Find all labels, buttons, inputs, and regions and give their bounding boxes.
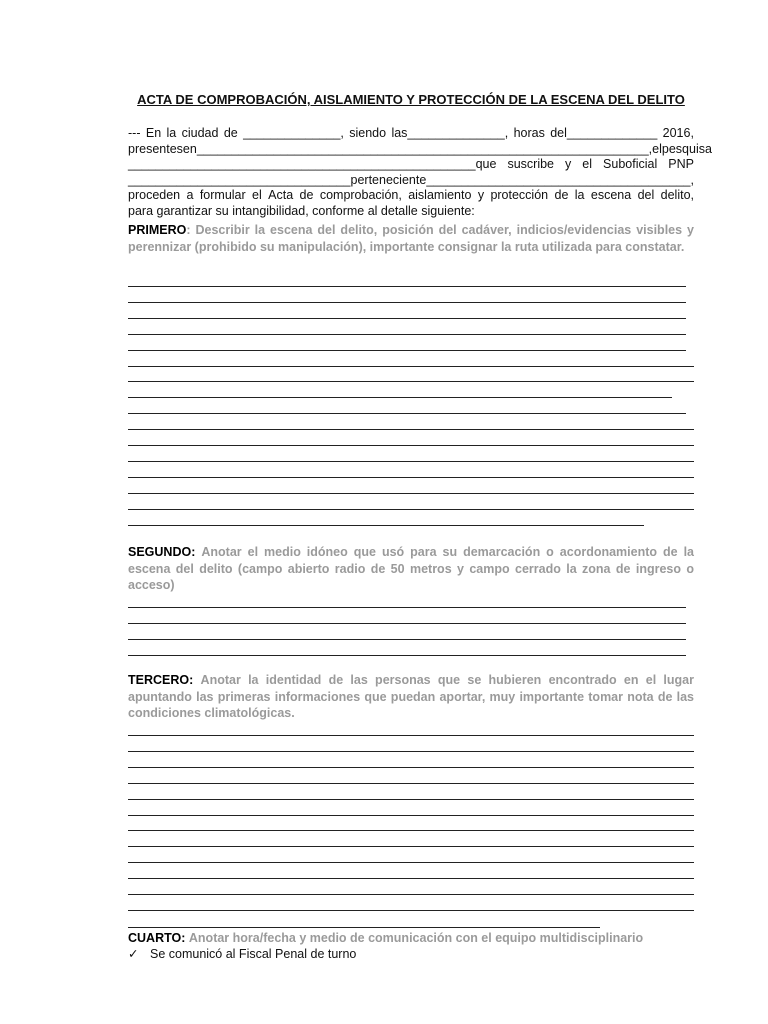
intro-word: el: [582, 157, 593, 171]
intro-word: ---: [128, 126, 141, 140]
intro-word: perteneciente: [350, 172, 427, 187]
section-separator: :: [186, 223, 191, 237]
intro-word: comprobación,: [319, 188, 402, 202]
intro-word: Suboficial: [603, 157, 658, 171]
intro-word: presentes: [128, 141, 183, 156]
section-description: Anotar la identidad de las personas que se hubieren encontrado en el lugar apuntando las primeras informaciones que puedan aportar, muy importante tomar nota de las condiciones climatológicas.: [128, 673, 694, 720]
intro-word: las______________,: [391, 126, 509, 140]
section-label: PRIMERO: [128, 223, 187, 237]
blank-fill-line: [128, 350, 686, 351]
intro-word: En: [145, 126, 162, 140]
intro-line-4: [128, 173, 694, 189]
section-cuarto: [128, 930, 694, 947]
intro-word: ______________________________________,: [426, 172, 694, 187]
blank-fill-line: [128, 846, 694, 847]
intro-word: 2016,: [662, 126, 694, 140]
intro-word: ______________,: [243, 126, 344, 140]
blank-fill-line: [128, 927, 600, 928]
intro-word: proceden: [128, 188, 181, 202]
intro-word: horas: [513, 126, 545, 140]
blank-fill-line: [128, 509, 694, 510]
blank-fill-line: [128, 381, 694, 382]
intro-word: escena: [590, 188, 632, 202]
blank-fill-line: [128, 783, 694, 784]
intro-word: aislamiento: [408, 188, 472, 202]
intro-word: en: [182, 141, 197, 156]
intro-word: del_____________: [550, 126, 658, 140]
intro-word: de: [554, 188, 569, 202]
intro-word: de: [223, 126, 238, 140]
section-segundo: [128, 544, 694, 594]
intro-word: a: [186, 188, 194, 202]
intro-line-1: [128, 126, 694, 142]
intro-word: el: [652, 141, 662, 156]
blank-fill-line: [128, 334, 686, 335]
intro-word: ciudad: [181, 126, 219, 140]
section-label: CUARTO:: [128, 931, 186, 945]
blank-fill-line: [128, 894, 694, 895]
section-label: TERCERO:: [128, 673, 194, 687]
blank-fill-line: [128, 830, 694, 831]
intro-word: la: [574, 188, 585, 202]
intro-word: suscribe: [507, 157, 555, 171]
document-title: ACTA DE COMPROBACIÓN, AISLAMIENTO Y PROTECCIÓN DE LA ESCENA DEL DELITO: [137, 92, 685, 107]
intro-word: delito,: [660, 188, 694, 202]
blank-fill-line: [128, 461, 694, 462]
blank-fill-line: [128, 318, 686, 319]
blank-fill-line: [128, 525, 644, 526]
intro-line-6: para garantizar su intangibilidad, conforme al detalle siguiente:: [128, 203, 475, 218]
intro-word: del: [637, 188, 655, 202]
intro-word: __________________________________________________que: [128, 157, 497, 171]
blank-fill-line: [128, 735, 694, 736]
section-label: SEGUNDO:: [128, 545, 196, 559]
intro-word: de: [299, 188, 314, 202]
intro-word: y: [477, 188, 485, 202]
intro-word: Acta: [268, 188, 294, 202]
intro-word: y: [565, 157, 572, 171]
blank-fill-line: [128, 799, 694, 800]
blank-fill-line: [128, 302, 686, 303]
intro-word: ________________________________: [128, 172, 351, 187]
blank-fill-line: [128, 655, 686, 656]
blank-fill-line: [128, 445, 694, 446]
intro-line-3: [128, 157, 694, 173]
intro-word: _________________________________________________________________,: [196, 141, 653, 156]
intro-word: pesquisa: [661, 141, 712, 156]
blank-fill-line: [128, 493, 694, 494]
section-description: Anotar el medio idóneo que usó para su demarcación o acordonamiento de la escena del delito (campo abierto radio de 50 metros y campo cerrado la zona de ingreso o acceso): [128, 545, 694, 592]
blank-fill-line: [128, 878, 694, 879]
blank-fill-line: [128, 910, 694, 911]
blank-fill-line: [128, 413, 686, 414]
blank-fill-line: [128, 286, 686, 287]
blank-fill-line: [128, 429, 694, 430]
section-description: Anotar hora/fecha y medio de comunicación con el equipo multidisciplinario: [188, 931, 644, 945]
blank-fill-line: [128, 751, 694, 752]
intro-word: PNP: [668, 157, 694, 171]
blank-fill-line: [128, 639, 686, 640]
intro-word: la: [166, 126, 177, 140]
intro-word: formular: [199, 188, 246, 202]
intro-word: siendo: [349, 126, 387, 140]
intro-line-2: [128, 141, 712, 158]
blank-fill-line: [128, 397, 672, 398]
blank-fill-line: [128, 862, 694, 863]
section-description: Describir la escena del delito, posición del cadáver, indicios/evidencias visibles y perennizar (prohibido su manipulación), importante consignar la ruta utilizada para constatar.: [128, 223, 694, 254]
blank-fill-line: [128, 477, 694, 478]
intro-word: el: [252, 188, 262, 202]
intro-paragraph: [128, 126, 712, 219]
checklist-item-text: Se comunicó al Fiscal Penal de turno: [150, 947, 357, 961]
checkmark-icon: ✓: [128, 947, 139, 961]
blank-fill-line: [128, 767, 694, 768]
blank-fill-line: [128, 366, 694, 367]
section-tercero: [128, 672, 694, 722]
blank-fill-line: [128, 815, 694, 816]
section-primero: [128, 222, 694, 255]
intro-line-5: [128, 188, 694, 204]
intro-word: protección: [490, 188, 549, 202]
blank-fill-line: [128, 623, 686, 624]
blank-fill-line: [128, 607, 686, 608]
checklist-item: [128, 946, 356, 961]
